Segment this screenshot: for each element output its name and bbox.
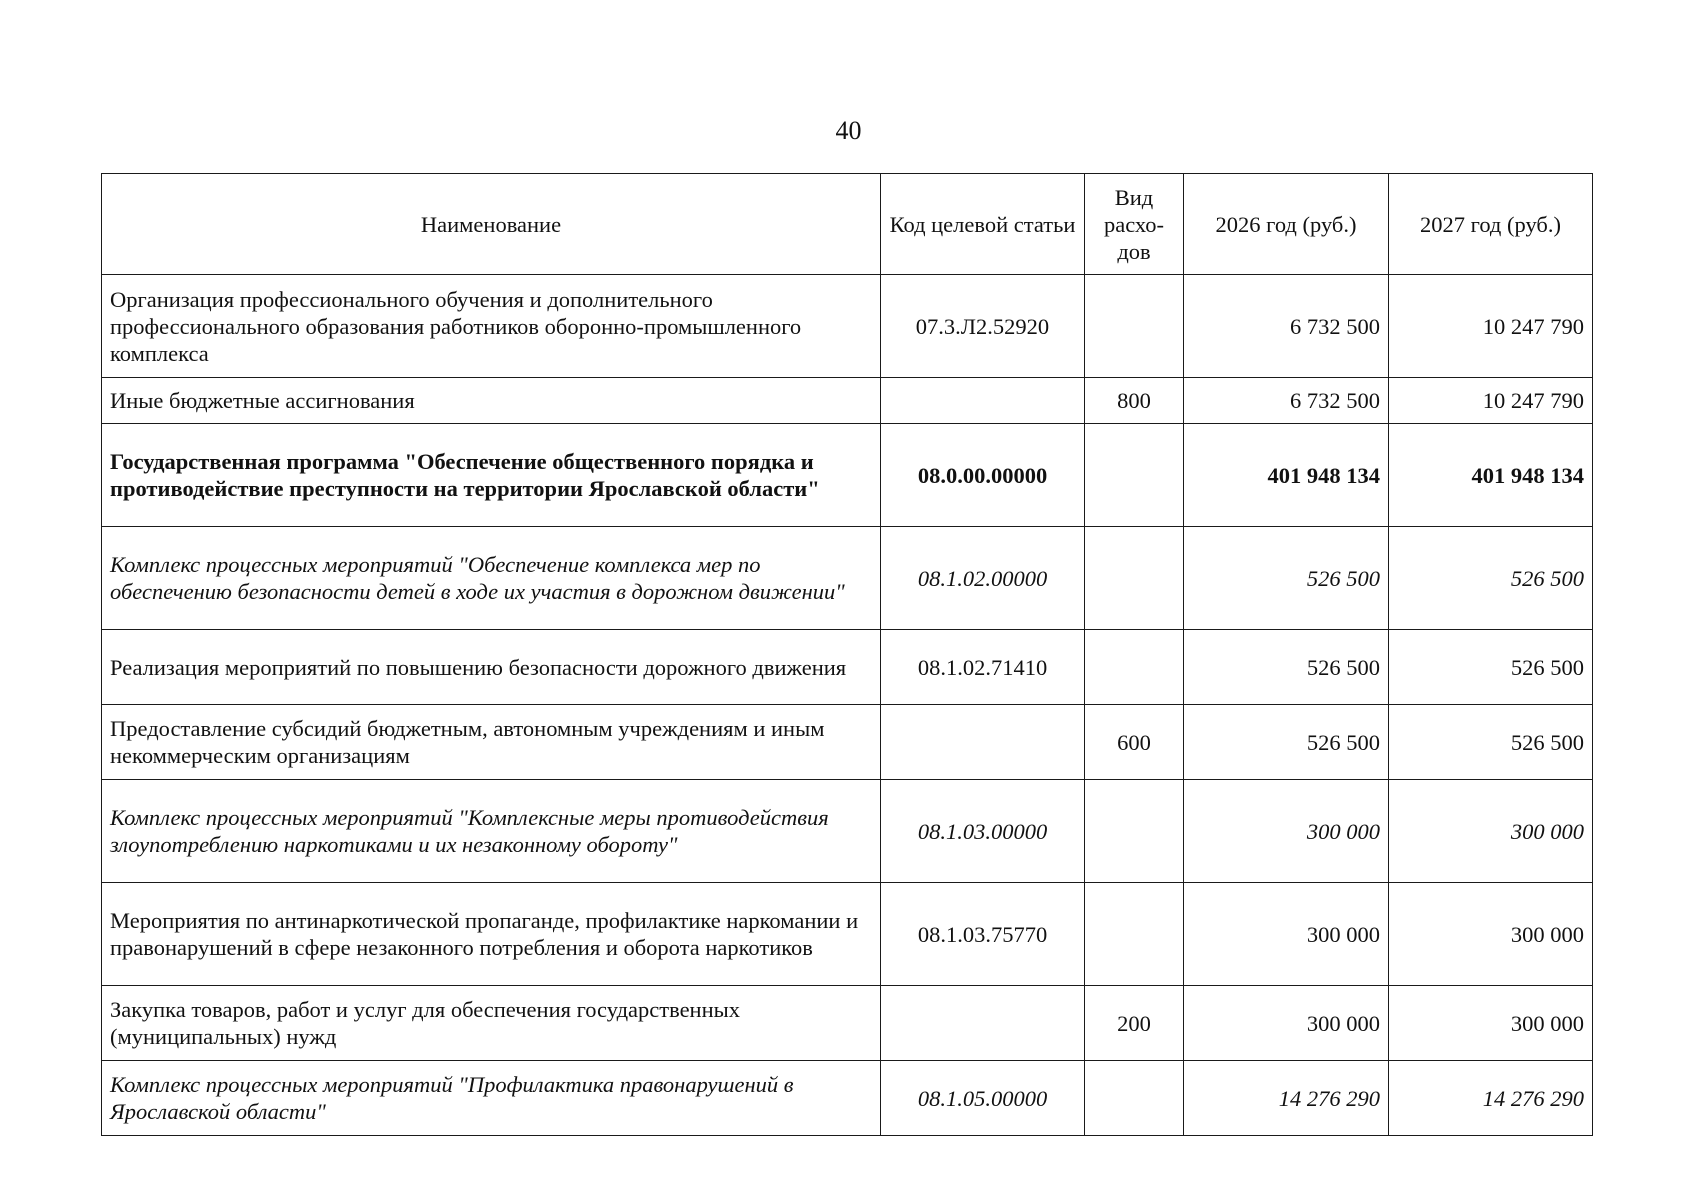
row-amount-2027: 10 247 790 <box>1389 378 1593 424</box>
table-header-row <box>102 174 1593 275</box>
table-row-program <box>102 424 1593 527</box>
row-amount-2026: 6 732 500 <box>1184 378 1389 424</box>
row-code <box>881 986 1085 1061</box>
header-code: Код целевой статьи <box>881 174 1085 275</box>
row-name: Мероприятия по антинаркотической пропаганде, профилактике наркомании и правонарушений в сфере незаконного потребления и оборота наркотиков <box>102 883 881 986</box>
row-amount-2027: 14 276 290 <box>1389 1061 1593 1136</box>
row-name: Закупка товаров, работ и услуг для обеспечения государственных (муниципальных) нужд <box>102 986 881 1061</box>
row-code: 08.0.00.00000 <box>881 424 1085 527</box>
table-row-complex <box>102 780 1593 883</box>
row-expense-type <box>1085 275 1184 378</box>
page-number: 40 <box>835 116 862 145</box>
row-amount-2027: 401 948 134 <box>1389 424 1593 527</box>
table-row-complex <box>102 527 1593 630</box>
row-code <box>881 378 1085 424</box>
row-name: Организация профессионального обучения и дополнительного профессионального образования работников оборонно-промышленного комплекса <box>102 275 881 378</box>
header-type: Вид расхо-дов <box>1085 174 1184 275</box>
row-amount-2026: 526 500 <box>1184 527 1389 630</box>
row-expense-type: 800 <box>1085 378 1184 424</box>
header-2027: 2027 год (руб.) <box>1389 174 1593 275</box>
table-row <box>102 883 1593 986</box>
row-expense-type: 200 <box>1085 986 1184 1061</box>
row-amount-2027: 526 500 <box>1389 705 1593 780</box>
table-row <box>102 630 1593 705</box>
row-amount-2026: 6 732 500 <box>1184 275 1389 378</box>
row-expense-type <box>1085 883 1184 986</box>
row-code: 08.1.05.00000 <box>881 1061 1085 1136</box>
row-name: Государственная программа "Обеспечение общественного порядка и противодействие преступности на территории Ярославской области" <box>102 424 881 527</box>
row-name: Комплекс процессных мероприятий "Профилактика правонарушений в Ярославской области" <box>102 1061 881 1136</box>
row-code: 08.1.03.00000 <box>881 780 1085 883</box>
row-amount-2026: 401 948 134 <box>1184 424 1389 527</box>
row-amount-2026: 300 000 <box>1184 883 1389 986</box>
budget-table <box>101 173 1593 1136</box>
row-amount-2027: 300 000 <box>1389 780 1593 883</box>
row-amount-2026: 14 276 290 <box>1184 1061 1389 1136</box>
header-2026: 2026 год (руб.) <box>1184 174 1389 275</box>
row-expense-type <box>1085 424 1184 527</box>
row-amount-2027: 10 247 790 <box>1389 275 1593 378</box>
row-expense-type <box>1085 780 1184 883</box>
row-expense-type <box>1085 630 1184 705</box>
row-amount-2027: 526 500 <box>1389 527 1593 630</box>
row-amount-2027: 300 000 <box>1389 883 1593 986</box>
row-name: Комплекс процессных мероприятий "Обеспечение комплекса мер по обеспечению безопасности детей в ходе их участия в дорожном движении" <box>102 527 881 630</box>
table-row <box>102 378 1593 424</box>
row-amount-2026: 526 500 <box>1184 705 1389 780</box>
row-name: Реализация мероприятий по повышению безопасности дорожного движения <box>102 630 881 705</box>
row-name: Иные бюджетные ассигнования <box>102 378 881 424</box>
table-row <box>102 275 1593 378</box>
row-name: Предоставление субсидий бюджетным, автономным учреждениям и иным некоммерческим организациям <box>102 705 881 780</box>
row-code: 08.1.02.00000 <box>881 527 1085 630</box>
row-amount-2026: 526 500 <box>1184 630 1389 705</box>
table-row-complex <box>102 1061 1593 1136</box>
row-expense-type: 600 <box>1085 705 1184 780</box>
row-amount-2027: 300 000 <box>1389 986 1593 1061</box>
row-expense-type <box>1085 1061 1184 1136</box>
row-amount-2026: 300 000 <box>1184 780 1389 883</box>
header-name: Наименование <box>102 174 881 275</box>
row-expense-type <box>1085 527 1184 630</box>
table-row <box>102 986 1593 1061</box>
row-code: 07.3.Л2.52920 <box>881 275 1085 378</box>
row-amount-2026: 300 000 <box>1184 986 1389 1061</box>
row-amount-2027: 526 500 <box>1389 630 1593 705</box>
row-code: 08.1.03.75770 <box>881 883 1085 986</box>
row-name: Комплекс процессных мероприятий "Комплексные меры противодействия злоупотреблению наркотиками и их незаконному обороту" <box>102 780 881 883</box>
row-code: 08.1.02.71410 <box>881 630 1085 705</box>
table-row <box>102 705 1593 780</box>
row-code <box>881 705 1085 780</box>
